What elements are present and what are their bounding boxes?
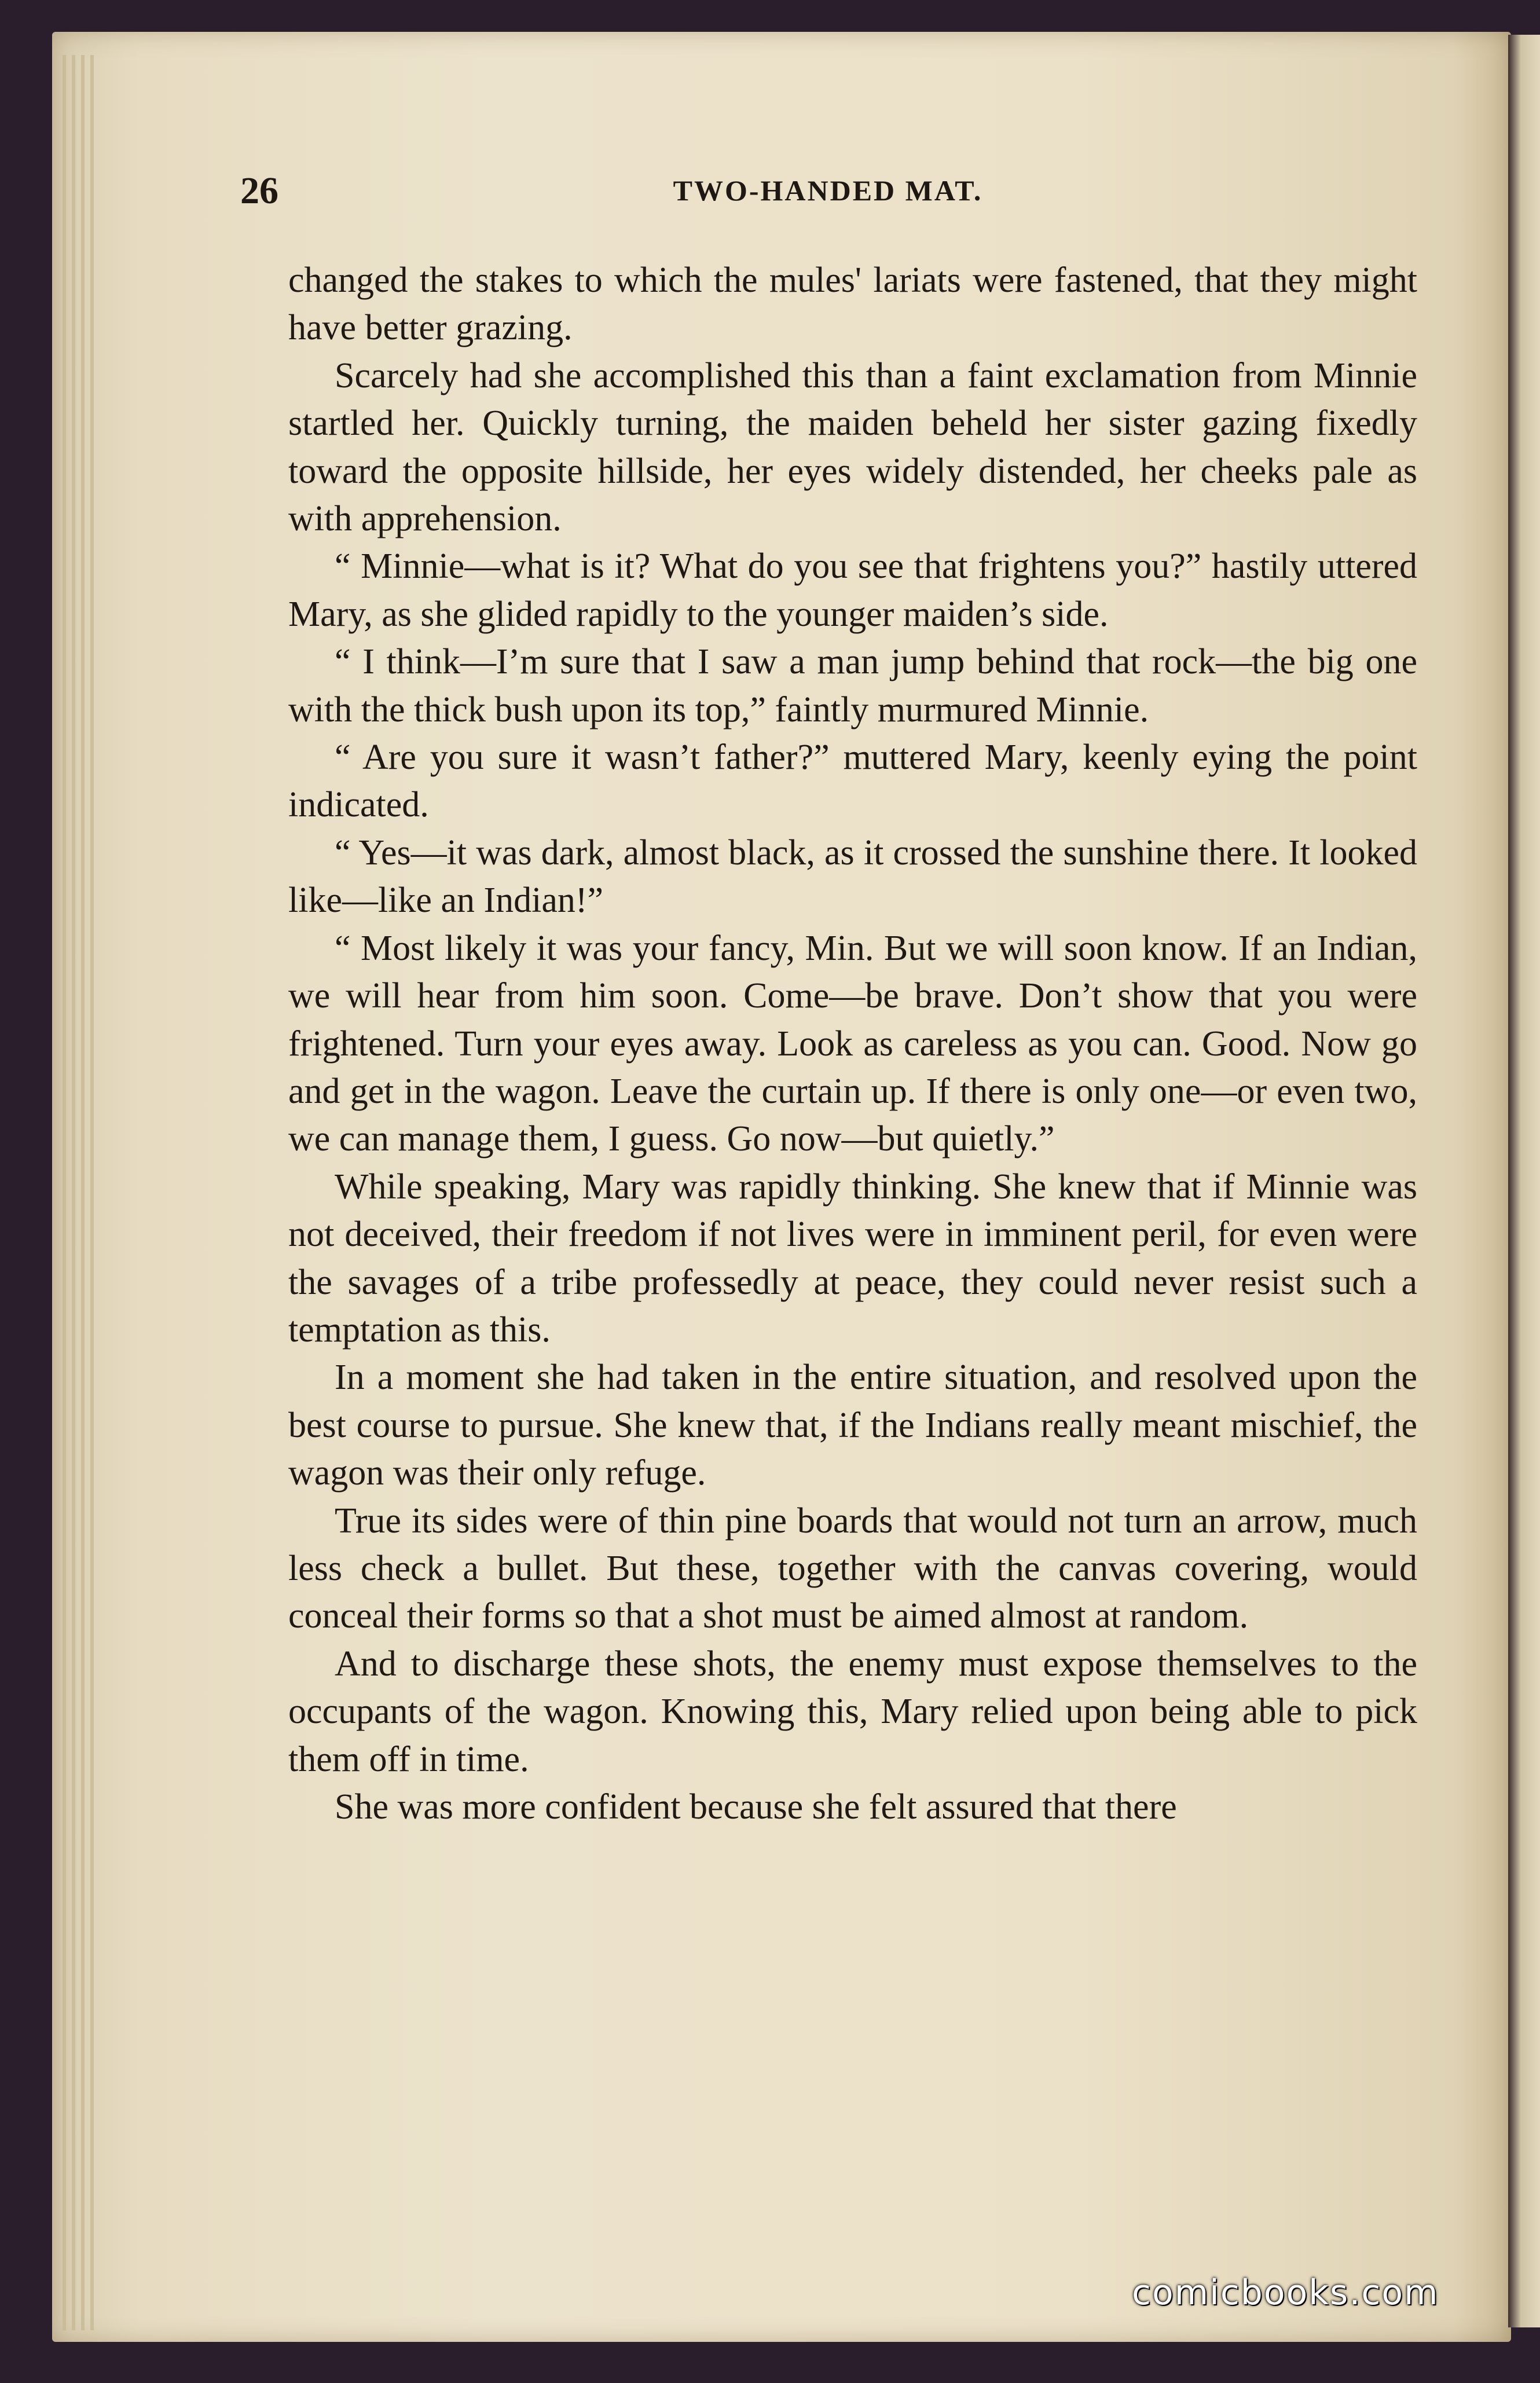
- paragraph: In a moment she had taken in the entire situation, and resolved upon the best course to pursue. She knew that, if the Indians really meant mischief, the wagon was their only refuge.: [288, 1358, 1417, 1493]
- paragraph: “ Most likely it was your fancy, Min. But we will soon know. If an Indian, we will hear from him soon. Come—be brave. Don’t show that you were frightened. Turn your eyes away. Look as careless as you can. Good. Now go and get in the wagon. Leave the curtain up. If there is only one—or even two, we can manage them, I guess. Go now—but quietly.”: [288, 928, 1417, 1159]
- paragraph: “ I think—I’m sure that I saw a man jump behind that rock—the big one with the thick bush upon its top,” faintly murmured Minnie.: [288, 642, 1417, 729]
- page-number: 26: [240, 170, 278, 212]
- paragraph: “ Yes—it was dark, almost black, as it crossed the sunshine there. It looked like—like an Indian!”: [288, 833, 1417, 921]
- paragraph: “ Minnie—what is it? What do you see that frightens you?” hastily uttered Mary, as she glided rapidly to the younger maiden’s side.: [288, 547, 1417, 634]
- paragraph: She was more confident because she felt assured that there: [335, 1787, 1177, 1827]
- facing-page-edge: [1508, 35, 1540, 2327]
- page-edge-line: [72, 55, 75, 2330]
- watermark: comicbooks.com: [1132, 2272, 1439, 2313]
- page-edge-line: [63, 55, 66, 2330]
- page-header: [240, 169, 1416, 215]
- paragraph: While speaking, Mary was rapidly thinking. She knew that if Minnie was not deceived, their freedom if not lives were in imminent peril, for even were the savages of a tribe professedly at peace, they could never resist such a temptation as this.: [288, 1167, 1417, 1350]
- page-edge-line: [90, 55, 94, 2330]
- paragraph: True its sides were of thin pine boards that would not turn an arrow, much less check a bullet. But these, together with the canvas covering, would conceal their forms so that a shot must be aimed almost at random.: [288, 1501, 1417, 1636]
- paragraph: “ Are you sure it wasn’t father?” muttered Mary, keenly eying the point indicated.: [288, 738, 1417, 825]
- paragraph: And to discharge these shots, the enemy must expose themselves to the occupants of the wagon. Knowing this, Mary relied upon being able to pick them off in time.: [288, 1644, 1417, 1779]
- running-head: TWO-HANDED MAT.: [673, 174, 983, 207]
- paragraph: Scarcely had she accomplished this than a faint exclamation from Minnie startled her. Quickly turning, the maiden beheld her sister gazing fixedly toward the opposite hillside, her eyes widely distended, her cheeks pale as with apprehension.: [288, 355, 1417, 539]
- page-edge-line: [81, 55, 85, 2330]
- body-text: [288, 256, 1417, 1831]
- paragraph: changed the stakes to which the mules' lariats were fastened, that they might have better grazing.: [288, 261, 1417, 348]
